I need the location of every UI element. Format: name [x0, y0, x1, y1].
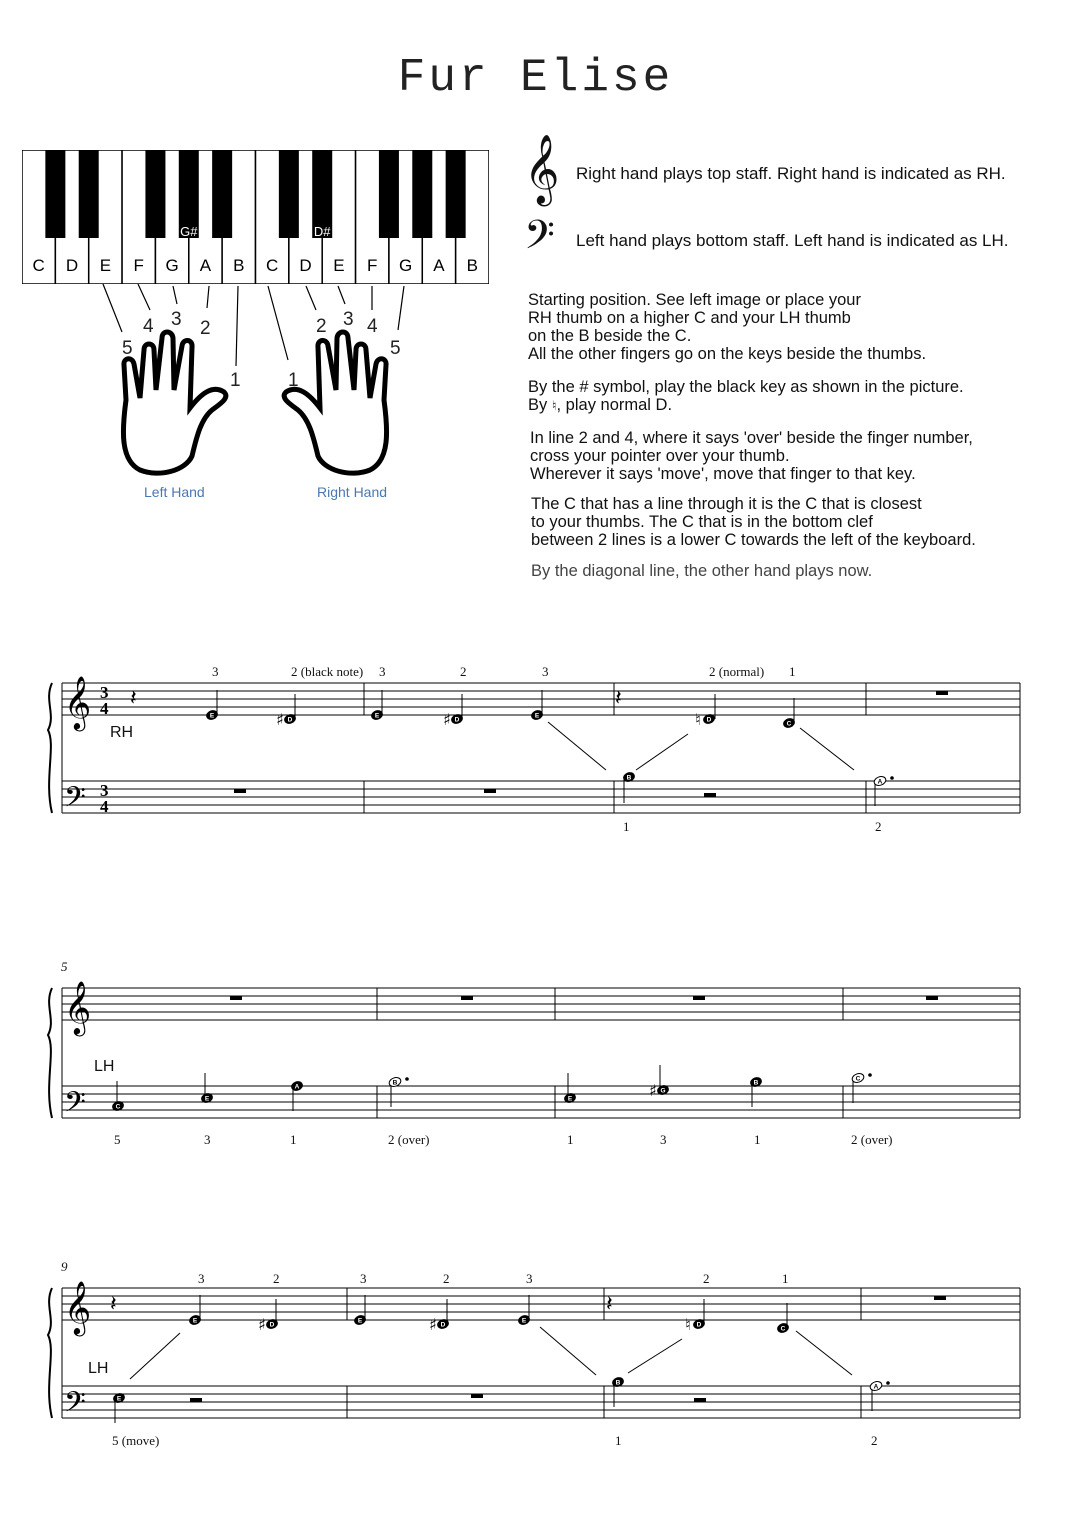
system-2-svg	[0, 955, 1071, 1155]
sharp-instruction-text	[528, 378, 964, 415]
finger-number: 3	[204, 1132, 211, 1147]
white-key-label: A	[433, 256, 445, 275]
bass-clef-icon: 𝄢	[64, 1386, 86, 1426]
note-letter: G	[660, 1087, 666, 1095]
c-line-instruction-text	[531, 495, 976, 549]
time-sig-top: 3	[100, 683, 109, 702]
text-line: cross your pointer over your thumb.	[530, 447, 790, 465]
left-finger-3: 3	[171, 309, 182, 330]
right-finger-3: 3	[343, 309, 354, 330]
whole-rest	[926, 996, 938, 1000]
finger-number: 1	[615, 1433, 622, 1448]
left-finger-1: 1	[230, 370, 241, 391]
finger-number: 3	[360, 1271, 367, 1286]
whole-rest	[694, 1398, 706, 1402]
hand-label: RH	[110, 724, 134, 741]
finger-number: 3	[526, 1271, 533, 1286]
over-instruction-text	[530, 429, 973, 483]
quarter-rest-icon: 𝄽	[110, 1292, 117, 1317]
note-letter: A	[877, 778, 883, 786]
left-finger-2: 2	[200, 318, 211, 339]
natural-icon: ♮	[685, 1315, 691, 1334]
black-key	[45, 150, 65, 238]
right-finger-5: 5	[390, 338, 401, 359]
note-letter: C	[115, 1103, 121, 1111]
black-key	[79, 150, 99, 238]
left-hand-outline	[123, 332, 225, 473]
white-key-label: C	[266, 256, 279, 275]
note-letter: A	[294, 1083, 300, 1091]
hand-label: LH	[94, 1058, 115, 1075]
finger-number: 3	[198, 1271, 205, 1286]
piano-keyboard-diagram	[22, 150, 489, 284]
text-line: The C that has a line through it is the C that is closest	[531, 495, 922, 513]
whole-rest	[693, 996, 705, 1000]
finger-number: 1	[789, 664, 796, 679]
dot	[405, 1077, 409, 1081]
bass-clef-icon: 𝄢	[64, 1086, 86, 1126]
white-key-label: D	[65, 256, 79, 275]
score-system-2	[0, 955, 1071, 1155]
note-letter: C	[786, 720, 792, 728]
note-letter: B	[753, 1079, 759, 1087]
finger-number: 2	[273, 1271, 280, 1286]
text-line: between 2 lines is a lower C towards the left of the keyboard.	[531, 531, 976, 549]
whole-rest	[934, 1296, 946, 1300]
finger-number: 2 (over)	[851, 1132, 893, 1147]
bass-clef-icon: 𝄢	[524, 212, 555, 268]
black-key	[446, 150, 466, 238]
black-key-label: D#	[313, 224, 331, 239]
finger-number: 3	[660, 1132, 667, 1147]
brace	[48, 1288, 52, 1418]
black-key-label: G#	[180, 224, 198, 239]
diagonal-instruction-text: By the diagonal line, the other hand plays now.	[531, 562, 873, 580]
right-finger-1: 1	[288, 370, 299, 391]
whole-rest	[936, 691, 948, 695]
finger-number: 2	[871, 1433, 878, 1448]
quarter-rest-icon: 𝄽	[615, 686, 622, 711]
text-line: Starting position. See left image or place your	[528, 291, 861, 309]
score-system-1	[0, 660, 1071, 840]
treble-legend: Right hand plays top staff. Right hand is indicated as RH.	[576, 164, 1006, 183]
note-letter: D	[287, 716, 293, 724]
black-key	[279, 150, 299, 238]
note-letter: D	[706, 716, 712, 724]
measure-number: 5	[61, 959, 68, 974]
note-letter: D	[440, 1321, 446, 1329]
finger-number: 1	[567, 1132, 574, 1147]
hands-diagram	[100, 280, 420, 510]
note-letter: C	[855, 1075, 861, 1083]
whole-rest	[461, 996, 473, 1000]
white-key-label: D	[299, 256, 312, 275]
white-key-label: B	[233, 256, 245, 275]
quarter-rest-icon: 𝄽	[130, 686, 137, 711]
white-key-label: E	[99, 256, 112, 275]
sharp-icon: ♯	[258, 1315, 266, 1334]
dot	[868, 1073, 872, 1077]
left-finger-5: 5	[122, 338, 133, 359]
hand-label: LH	[88, 1360, 109, 1377]
right-hand-outline	[284, 332, 386, 473]
natural-icon: ♮	[695, 710, 701, 729]
note-letter: E	[204, 1095, 210, 1103]
treble-clef-icon: 𝄞	[64, 675, 92, 729]
finger-number: 2 (over)	[388, 1132, 430, 1147]
natural-line: By ♮, play normal D.	[528, 396, 673, 414]
left-hand-label: Left Hand	[144, 484, 205, 500]
finger-number: 1	[290, 1132, 297, 1147]
right-finger-4: 4	[367, 316, 378, 337]
system-1-svg	[0, 660, 1071, 840]
finger-number: 1	[623, 819, 630, 834]
keyboard-svg	[22, 150, 489, 284]
brace	[48, 988, 52, 1118]
text-line: Wherever it says 'move', move that finger to that key.	[530, 465, 916, 483]
finger-number: 5	[114, 1132, 121, 1147]
white-key-label: B	[466, 256, 478, 275]
page-title: Fur Elise	[397, 52, 674, 104]
note-letter: A	[873, 1383, 879, 1391]
whole-rest	[704, 793, 716, 797]
starting-position-text	[528, 291, 926, 363]
note-letter: E	[374, 712, 380, 720]
text-line: on the B beside the C.	[528, 327, 692, 345]
sharp-icon: ♯	[443, 710, 451, 729]
measure-number: 9	[61, 1259, 68, 1274]
whole-rest	[471, 1394, 483, 1398]
finger-number: 1	[754, 1132, 761, 1147]
left-finger-4: 4	[143, 316, 154, 337]
note-letter: E	[209, 712, 215, 720]
finger-number: 3	[379, 664, 386, 679]
bass-clef-icon: 𝄢	[64, 781, 86, 821]
treble-clef-icon: 𝄞	[64, 1280, 92, 1334]
finger-number: 3	[542, 664, 549, 679]
dot	[890, 776, 894, 780]
finger-number: 2	[875, 819, 882, 834]
sharp-icon: ♯	[649, 1081, 657, 1100]
note-letter: D	[269, 1321, 275, 1329]
finger-number: 3	[212, 664, 219, 679]
note-letter: C	[780, 1325, 786, 1333]
black-key	[145, 150, 165, 238]
time-sig-bottom-bass: 4	[100, 797, 109, 816]
note-letter: E	[521, 1317, 527, 1325]
note-letter: E	[534, 712, 540, 720]
text-line: By the # symbol, play the black key as shown in the picture.	[528, 378, 964, 396]
finger-number: 2	[443, 1271, 450, 1286]
black-key	[379, 150, 399, 238]
finger-number: 2	[460, 664, 467, 679]
note-letter: E	[357, 1317, 363, 1325]
note-letter: B	[615, 1379, 621, 1387]
quarter-rest-icon: 𝄽	[606, 1292, 613, 1317]
white-key-label: E	[333, 256, 345, 275]
treble-clef-icon: 𝄞	[64, 980, 92, 1034]
sharp-icon: ♯	[276, 710, 284, 729]
white-key-label: G	[165, 256, 179, 275]
note-letter: D	[696, 1321, 702, 1329]
brace	[48, 683, 52, 813]
natural-sign-icon: ♮	[551, 398, 557, 413]
finger-number: 2	[703, 1271, 710, 1286]
text-line: RH thumb on a higher C and your LH thumb	[528, 309, 851, 327]
white-key-label: G	[398, 256, 413, 275]
whole-rest	[230, 996, 242, 1000]
hands-svg	[100, 280, 420, 510]
white-key-label: A	[199, 256, 212, 275]
black-key	[212, 150, 232, 238]
finger-number: 5 (move)	[112, 1433, 160, 1448]
treble-clef-icon: 𝄞	[524, 134, 560, 204]
bass-legend: Left hand plays bottom staff. Left hand is indicated as LH.	[576, 231, 1009, 250]
time-sig-top-bass: 3	[100, 781, 109, 800]
sharp-icon: ♯	[429, 1315, 437, 1334]
right-hand-label: Right Hand	[317, 484, 388, 500]
note-letter: D	[454, 716, 460, 724]
system-3-svg	[0, 1255, 1071, 1455]
right-finger-2: 2	[316, 316, 327, 337]
time-sig-bottom: 4	[100, 699, 109, 718]
whole-rest	[484, 789, 496, 793]
white-key-label: F	[367, 256, 378, 275]
white-key-label: F	[133, 256, 144, 275]
note-letter: E	[567, 1095, 573, 1103]
finger-number: 2 (normal)	[709, 664, 765, 679]
note-letter: E	[192, 1317, 198, 1325]
black-key	[412, 150, 432, 238]
text-line: In line 2 and 4, where it says 'over' beside the finger number,	[530, 429, 973, 447]
note-letter: E	[116, 1395, 122, 1403]
finger-number: 2 (black note)	[291, 664, 364, 679]
text-line: to your thumbs. The C that is in the bottom clef	[531, 513, 873, 531]
whole-rest	[234, 789, 246, 793]
finger-number: 1	[782, 1271, 789, 1286]
whole-rest	[190, 1398, 202, 1402]
dot	[886, 1381, 890, 1385]
white-key-label: C	[32, 256, 45, 275]
note-letter: B	[626, 774, 632, 782]
note-letter: B	[392, 1079, 398, 1087]
score-system-3	[0, 1255, 1071, 1455]
text-line: All the other fingers go on the keys beside the thumbs.	[528, 345, 927, 363]
